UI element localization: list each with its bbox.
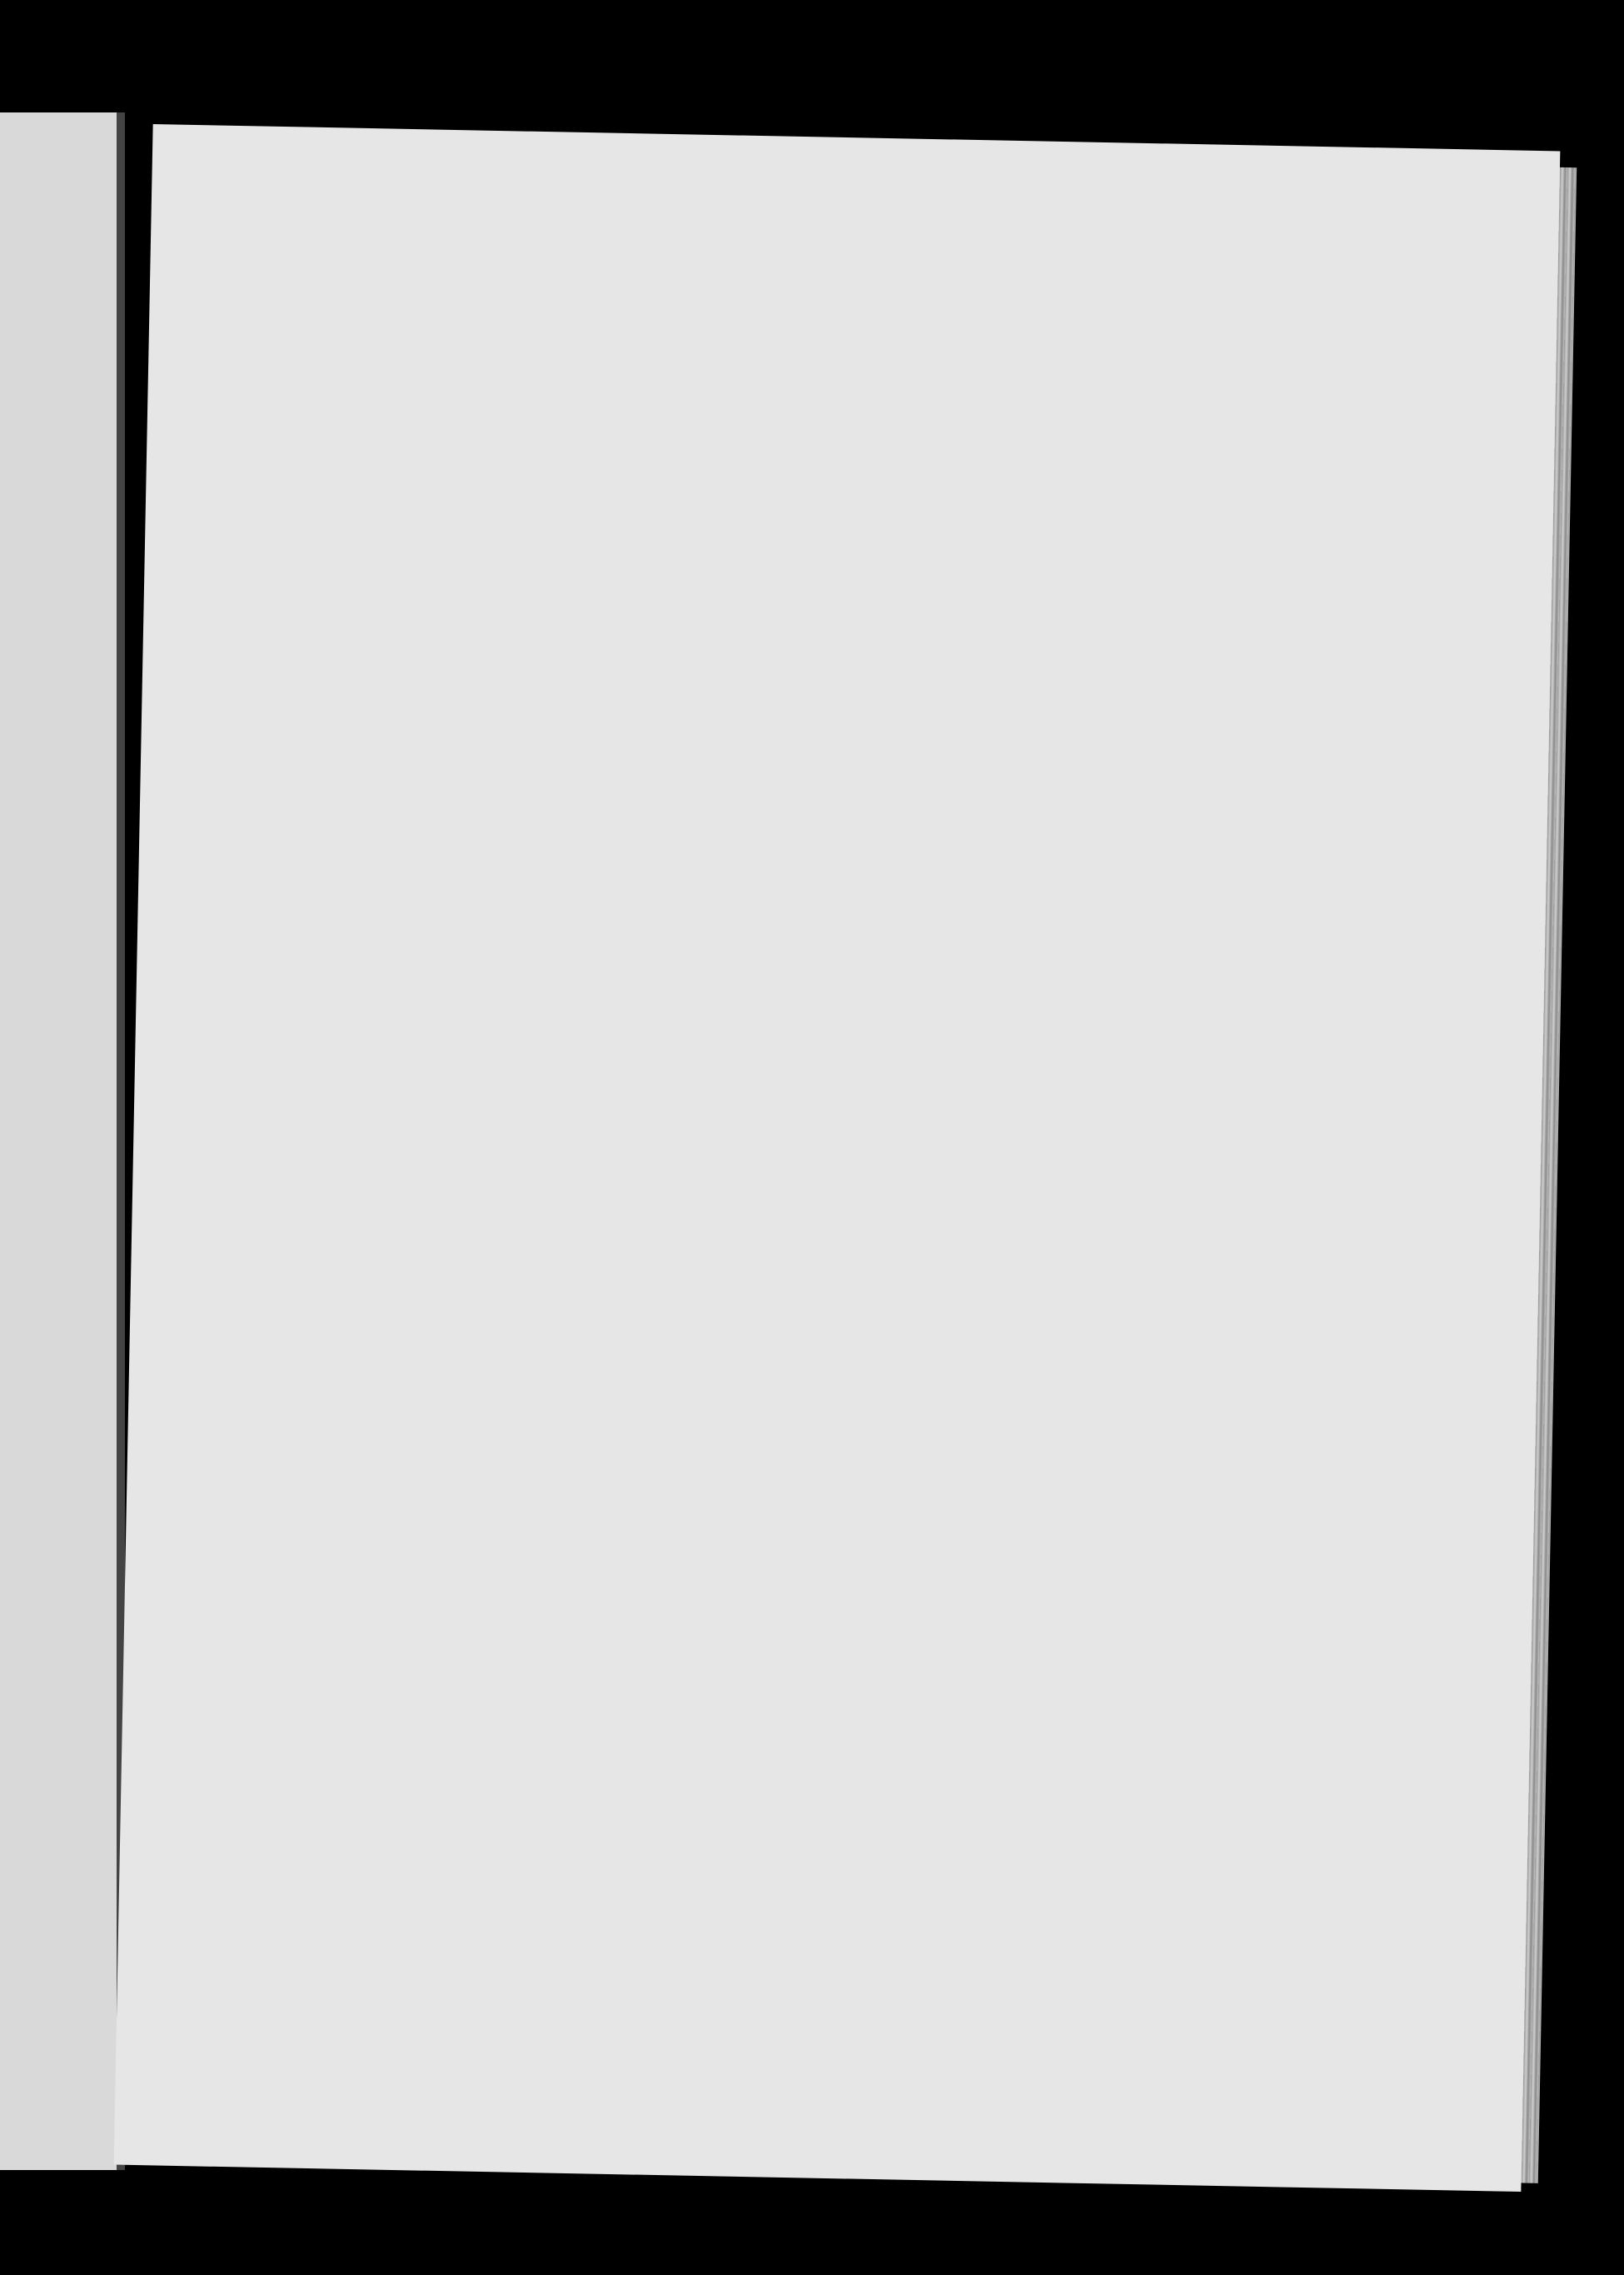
continued-paragraph [280, 258, 1279, 277]
chapter-body [279, 268, 1278, 287]
page-text [279, 235, 1279, 287]
chapter-heading [279, 268, 1278, 287]
page-number [280, 235, 1279, 254]
book-page [114, 124, 1561, 2192]
left-page-edge [0, 112, 125, 2170]
